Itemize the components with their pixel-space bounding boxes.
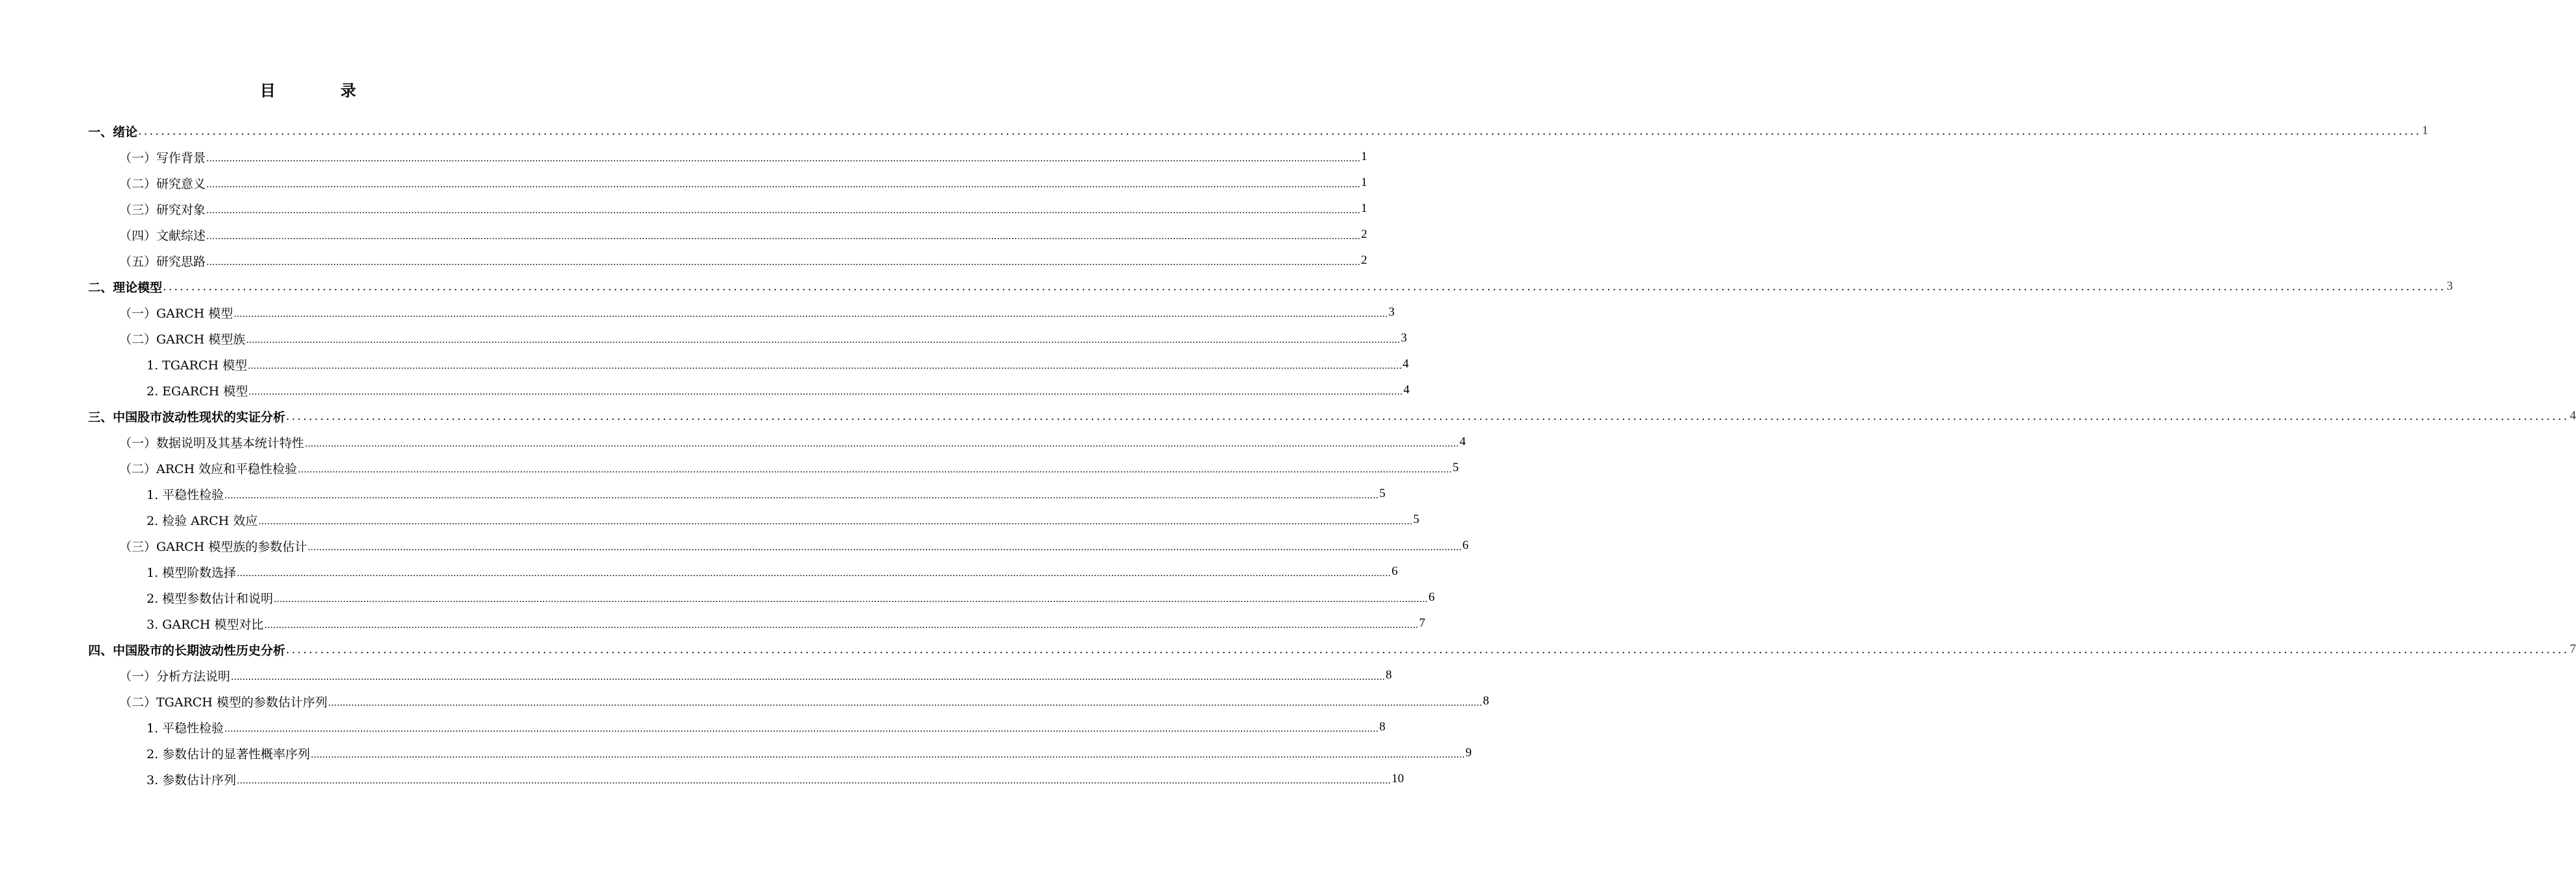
toc-page-number: 8: [1379, 720, 1386, 734]
toc-page-number: 7: [2570, 642, 2576, 656]
toc-entry[interactable]: [0, 481, 1386, 507]
toc-entry-title: （一）分析方法说明: [119, 669, 231, 684]
toc-entry[interactable]: [0, 377, 1410, 403]
toc-page-number: 8: [1386, 668, 1392, 682]
toc-dot-leader: ................................................................................................................................................................................................................................................................................................................................................................................................................: [307, 542, 1462, 553]
toc-entry-title: 1. 模型阶数选择: [147, 565, 237, 580]
toc-page-number: 4: [2570, 409, 2576, 423]
toc-dot-leader: ................................................................................................................................................................................................................................................................................................................................................................................................................: [138, 124, 2422, 138]
toc-entry-title: 二、理论模型: [88, 280, 163, 295]
toc-entry-title: （三）研究对象: [119, 202, 206, 217]
toc-entry[interactable]: [0, 403, 2576, 429]
toc-page-number: 10: [1391, 772, 1404, 785]
toc-entry[interactable]: [0, 429, 1466, 455]
toc-entry-title: （二）TGARCH 模型的参数估计序列: [119, 695, 328, 710]
toc-entry-title: 一、绪论: [88, 124, 138, 139]
toc-dot-leader: ................................................................................................................................................................................................................................................................................................................................................................................................................: [264, 620, 1419, 631]
toc-page-number: 4: [1403, 383, 1410, 397]
toc-entry-title: （一）写作背景: [119, 150, 206, 165]
toc-dot-leader: ................................................................................................................................................................................................................................................................................................................................................................................................................: [274, 594, 1428, 605]
toc-entry[interactable]: [0, 688, 1489, 714]
toc-dot-leader: ................................................................................................................................................................................................................................................................................................................................................................................................................: [237, 568, 1391, 579]
toc-entry[interactable]: [0, 170, 1367, 196]
toc-page-number: 6: [1391, 564, 1398, 578]
toc-page-number: 2: [1361, 227, 1367, 241]
toc-entry[interactable]: [0, 248, 1367, 273]
toc-page-number: 2: [1361, 253, 1367, 267]
toc-dot-leader: ................................................................................................................................................................................................................................................................................................................................................................................................................: [311, 750, 1465, 760]
toc-dot-leader: ................................................................................................................................................................................................................................................................................................................................................................................................................: [248, 387, 1403, 397]
toc-entry-title: 2. EGARCH 模型: [147, 384, 248, 399]
toc-entry-title: （二）研究意义: [119, 176, 206, 191]
toc-title: 目 录: [259, 82, 386, 100]
toc-entry[interactable]: [0, 533, 1469, 559]
toc-entry[interactable]: [0, 507, 1419, 533]
toc-entry[interactable]: [0, 455, 1459, 481]
toc-dot-leader: ................................................................................................................................................................................................................................................................................................................................................................................................................: [231, 672, 1386, 682]
toc-dot-leader: ................................................................................................................................................................................................................................................................................................................................................................................................................: [163, 280, 2446, 294]
toc-entry[interactable]: [0, 662, 1392, 688]
toc-page-number: 4: [1402, 357, 1409, 371]
toc-dot-leader: ................................................................................................................................................................................................................................................................................................................................................................................................................: [206, 180, 1361, 190]
toc-dot-leader: ................................................................................................................................................................................................................................................................................................................................................................................................................: [305, 439, 1459, 449]
toc-dot-leader: ................................................................................................................................................................................................................................................................................................................................................................................................................: [286, 410, 2570, 423]
toc-entry[interactable]: [0, 559, 1398, 585]
toc-entry-title: 3. 参数估计序列: [147, 772, 237, 787]
toc-dot-leader: ................................................................................................................................................................................................................................................................................................................................................................................................................: [233, 309, 1388, 319]
toc-dot-leader: ................................................................................................................................................................................................................................................................................................................................................................................................................: [258, 517, 1413, 527]
toc-page-number: 9: [1465, 746, 1472, 760]
toc-page-number: 7: [1419, 616, 1426, 630]
toc-entry-title: 1. 平稳性检验: [147, 487, 224, 502]
toc-dot-leader: ................................................................................................................................................................................................................................................................................................................................................................................................................: [206, 205, 1361, 216]
toc-dot-leader: ................................................................................................................................................................................................................................................................................................................................................................................................................: [206, 257, 1361, 268]
toc-dot-leader: ................................................................................................................................................................................................................................................................................................................................................................................................................: [328, 698, 1483, 708]
toc-page-number: 1: [1361, 202, 1367, 215]
toc-entry[interactable]: [0, 118, 2429, 144]
toc-entry-title: 2. 检验 ARCH 效应: [147, 513, 258, 528]
toc-entry-title: （二）ARCH 效应和平稳性检验: [119, 461, 298, 476]
toc-page-number: 1: [1361, 176, 1367, 189]
toc-entry-title: 2. 参数估计的显著性概率序列: [147, 747, 311, 761]
toc-dot-leader: ................................................................................................................................................................................................................................................................................................................................................................................................................: [206, 154, 1361, 164]
toc-entry-title: 1. 平稳性检验: [147, 721, 224, 736]
toc-entry[interactable]: [0, 196, 1367, 222]
toc-page-number: 6: [1428, 590, 1435, 604]
toc-dot-leader: ................................................................................................................................................................................................................................................................................................................................................................................................................: [224, 491, 1379, 501]
toc-entry[interactable]: [0, 740, 1472, 766]
toc-entry[interactable]: [0, 144, 1367, 170]
toc-entry-title: 3. GARCH 模型对比: [147, 617, 264, 632]
toc-entry[interactable]: [0, 610, 1426, 636]
table-of-contents: [0, 118, 2576, 792]
toc-page-number: 4: [1459, 435, 1466, 448]
toc-dot-leader: ................................................................................................................................................................................................................................................................................................................................................................................................................: [248, 361, 1402, 371]
toc-entry-title: 三、中国股市波动性现状的实证分析: [88, 410, 286, 424]
toc-entry[interactable]: [0, 585, 1435, 610]
toc-entry[interactable]: [0, 636, 2576, 662]
toc-page-number: 1: [1361, 150, 1367, 163]
toc-entry[interactable]: [0, 273, 2453, 299]
toc-page-number: 5: [1379, 487, 1386, 500]
toc-entry-title: （一）数据说明及其基本统计特性: [119, 436, 305, 450]
toc-entry[interactable]: [0, 351, 1409, 377]
toc-dot-leader: ................................................................................................................................................................................................................................................................................................................................................................................................................: [224, 724, 1379, 734]
toc-entry-title: （四）文献综述: [119, 228, 206, 243]
toc-page-number: 5: [1452, 461, 1459, 474]
toc-page-number: 3: [2446, 279, 2453, 293]
toc-entry-title: （三）GARCH 模型族的参数估计: [119, 539, 307, 554]
toc-entry-title: 四、中国股市的长期波动性历史分析: [88, 643, 286, 658]
toc-page-number: 8: [1483, 694, 1489, 708]
toc-dot-leader: ................................................................................................................................................................................................................................................................................................................................................................................................................: [246, 335, 1400, 345]
toc-page-number: 3: [1400, 331, 1407, 345]
toc-page-number: 5: [1413, 513, 1419, 526]
toc-page-number: 1: [2422, 124, 2429, 137]
toc-entry[interactable]: [0, 299, 1395, 325]
toc-entry-title: 1. TGARCH 模型: [147, 358, 248, 373]
toc-entry[interactable]: [0, 325, 1407, 351]
toc-page-number: 3: [1388, 305, 1395, 319]
toc-dot-leader: ................................................................................................................................................................................................................................................................................................................................................................................................................: [286, 643, 2570, 656]
toc-entry[interactable]: [0, 222, 1367, 248]
toc-entry-title: （一）GARCH 模型: [119, 306, 233, 321]
toc-entry-title: （五）研究思路: [119, 254, 206, 269]
toc-dot-leader: ................................................................................................................................................................................................................................................................................................................................................................................................................: [298, 465, 1452, 475]
toc-entry-title: 2. 模型参数估计和说明: [147, 591, 274, 606]
toc-entry-title: （二）GARCH 模型族: [119, 332, 246, 347]
toc-entry[interactable]: [0, 714, 1386, 740]
toc-dot-leader: ................................................................................................................................................................................................................................................................................................................................................................................................................: [237, 776, 1391, 786]
toc-entry[interactable]: [0, 766, 1404, 792]
toc-page-number: 6: [1462, 539, 1469, 552]
toc-dot-leader: ................................................................................................................................................................................................................................................................................................................................................................................................................: [206, 231, 1361, 242]
